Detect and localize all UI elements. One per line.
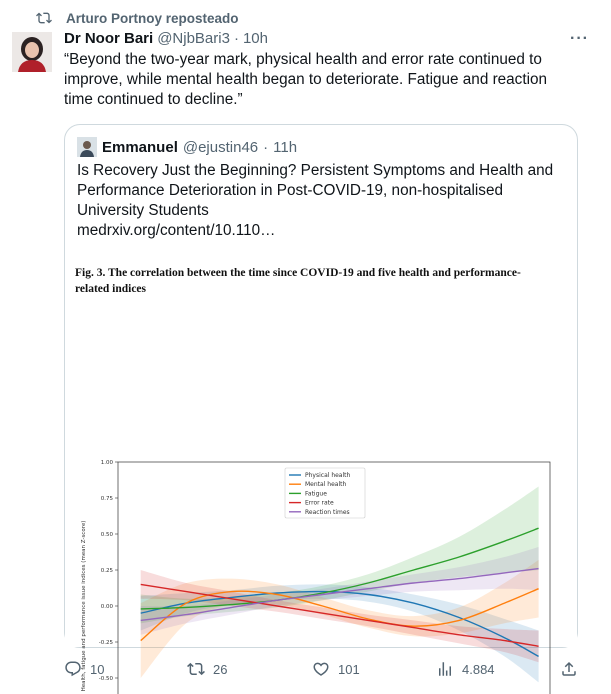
y-tick-label: 0.25 <box>100 568 113 574</box>
author-handle[interactable]: @NjbBari3 <box>157 30 230 47</box>
quote-author-name[interactable]: Emmanuel <box>102 138 178 156</box>
y-tick-label: 0.75 <box>100 496 113 502</box>
like-button[interactable] <box>312 660 360 678</box>
quote-time[interactable]: 11h <box>273 138 298 156</box>
avatar-image <box>12 32 52 72</box>
y-tick-label: -0.50 <box>98 676 113 682</box>
repost-count: 26 <box>213 661 228 677</box>
views-button[interactable] <box>436 660 495 678</box>
author-name[interactable]: Dr Noor Bari <box>64 30 154 47</box>
y-tick-label: -0.25 <box>98 640 113 646</box>
legend-label: Fatigue <box>305 490 327 498</box>
repost-button[interactable] <box>187 660 227 678</box>
views-count: 4.884 <box>462 661 495 677</box>
repost-icon <box>187 660 205 678</box>
separator-dot: · <box>263 138 269 156</box>
reply-button[interactable] <box>64 660 104 678</box>
reply-icon <box>64 660 82 678</box>
share-button[interactable] <box>560 660 578 678</box>
legend-label: Error rate <box>305 499 334 507</box>
views-icon <box>436 660 454 678</box>
legend-label: Reaction times <box>305 508 350 516</box>
chart-legend <box>285 468 365 518</box>
reply-count: 10 <box>90 661 105 677</box>
quote-avatar-image <box>77 137 97 157</box>
legend-label: Mental health <box>305 481 347 489</box>
y-tick-label: 0.50 <box>100 532 113 538</box>
author-avatar[interactable] <box>12 32 52 72</box>
quote-header <box>77 137 297 157</box>
tweet-header <box>64 30 571 47</box>
repost-label: Arturo Portnoy reposteado <box>66 10 239 26</box>
tweet-time[interactable]: 10h <box>242 30 268 47</box>
y-tick-label: 0.00 <box>100 604 113 610</box>
quote-author-handle[interactable]: @ejustin46 <box>182 138 259 156</box>
quote-avatar[interactable] <box>77 137 97 157</box>
share-icon <box>560 660 578 678</box>
more-options-icon[interactable]: ··· <box>570 30 589 47</box>
separator-dot: · <box>233 30 239 47</box>
repost-header[interactable] <box>36 9 239 27</box>
like-count: 101 <box>338 661 360 677</box>
y-tick-label: 1.00 <box>100 460 113 466</box>
tweet-text: “Beyond the two-year mark, physical health and error rate continued to improve, while mental health began to deteriorate. Fatigue and reaction time continued to decline.” <box>64 51 547 108</box>
heart-icon <box>312 660 330 678</box>
legend-label: Physical health <box>305 472 351 479</box>
quote-text: Is Recovery Just the Beginning? Persistent Symptoms and Health and Performance Deterioration in Post-COVID-19, non-hospitalised University Students <box>77 162 554 219</box>
y-axis-label: Health, fatigue and performance issue indices (mean Z-score) <box>81 520 87 692</box>
quote-link[interactable]: medrxiv.org/content/10.110… <box>77 222 276 239</box>
repost-icon <box>36 10 52 26</box>
figure-caption: Fig. 3. The correlation between the time since COVID-19 and five health and performance-related indices <box>75 267 521 295</box>
action-bar <box>64 660 584 682</box>
